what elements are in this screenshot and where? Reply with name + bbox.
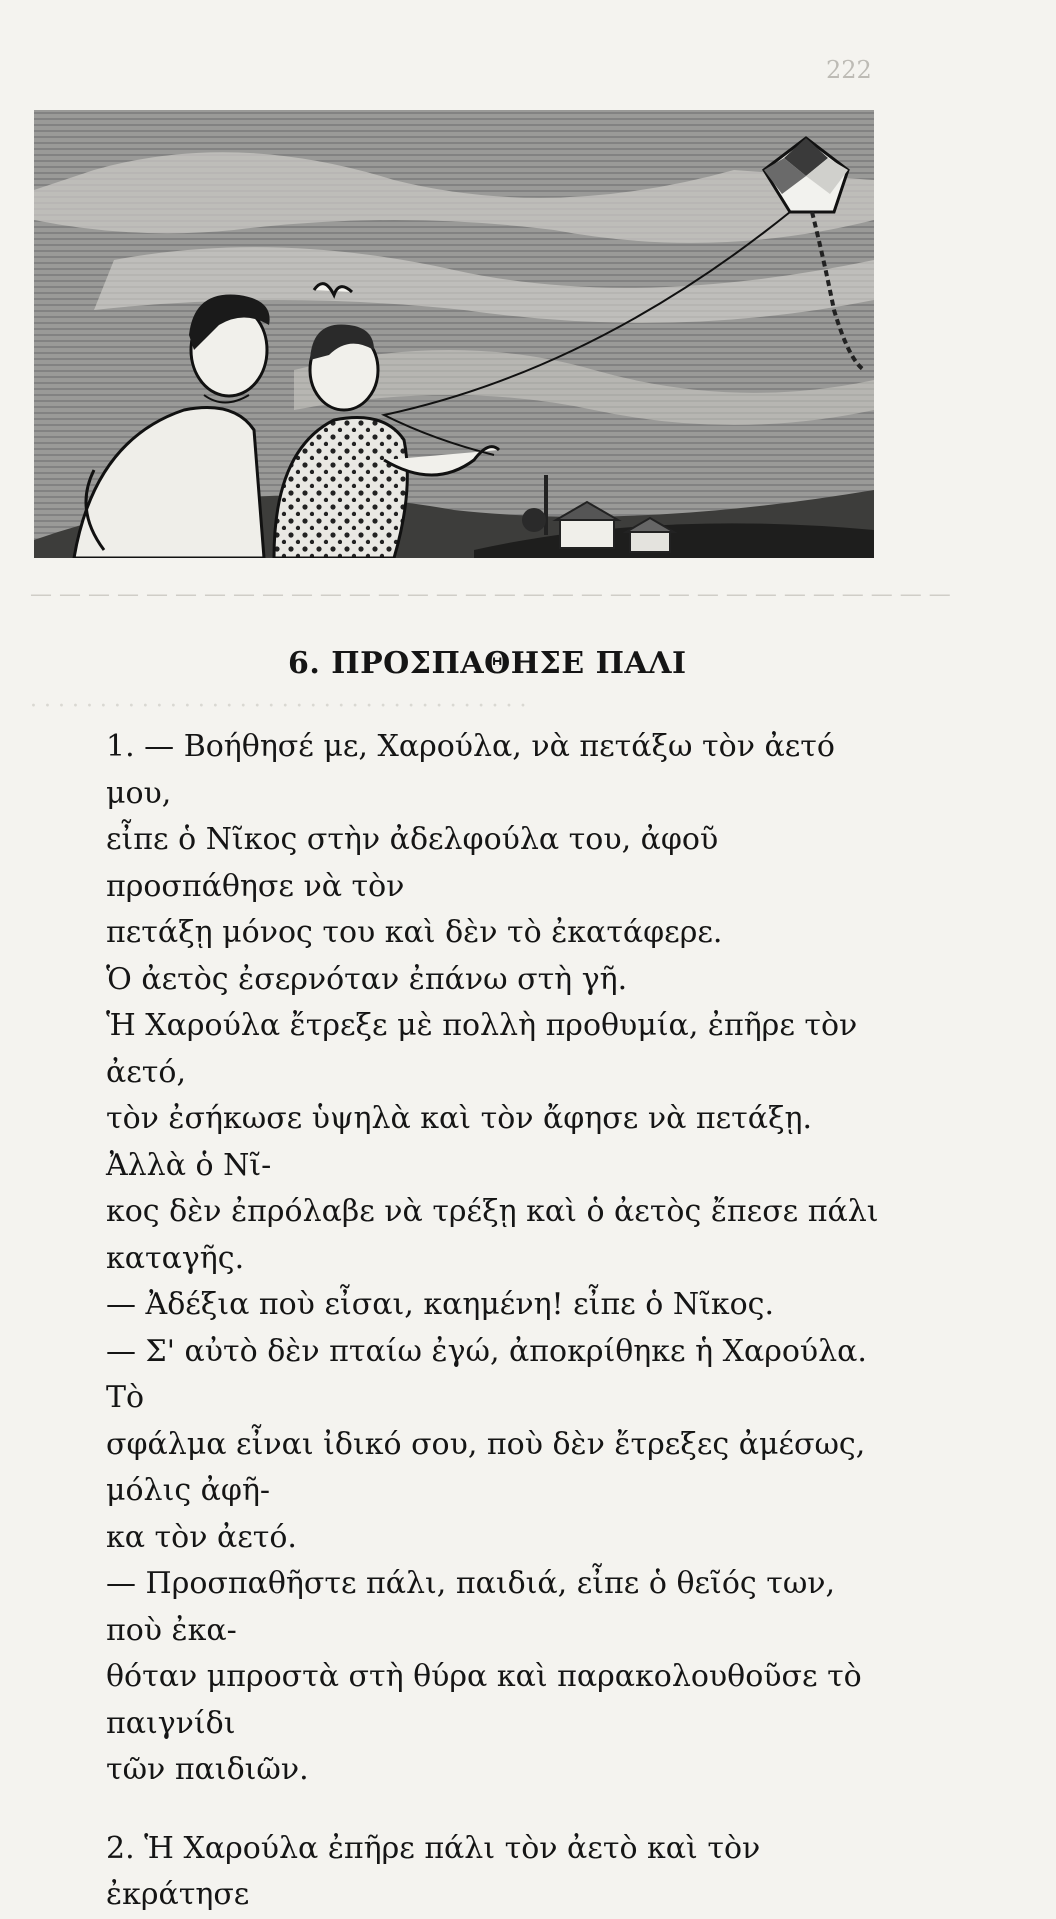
text-line: κα τὸν ἀετό. <box>106 1519 297 1555</box>
text-line: σφάλμα εἶναι ἰδικό σου, ποὺ δὲν ἔτρεξες ἀμέσως, μόλις ἀφῆ- <box>106 1426 866 1508</box>
text-line: πετάξῃ μόνος του καὶ δὲν τὸ ἐκατάφερε. <box>106 915 723 950</box>
text-line: Ἡ Χαρούλα ἔτρεξε μὲ πολλὴ προθυμία, ἐπῆρε τὸν ἀετό, <box>106 1008 858 1090</box>
text-line: — Ἀδέξια ποὺ εἶσαι, καημένη! εἶπε ὁ Νῖκος. <box>106 1287 774 1322</box>
text-line: τῶν παιδιῶν. <box>106 1752 309 1787</box>
text-line: Ὁ ἀετὸς ἐσερνόταν ἐπάνω στὴ γῆ. <box>106 961 628 997</box>
text-line: — Σ' αὐτὸ δὲν πταίω ἐγώ, ἀποκρίθηκε ἡ Χαρούλα. Τὸ <box>106 1333 867 1415</box>
page-number: 222 <box>826 56 872 84</box>
text-line: 1. — Βοήθησέ με, Χαρούλα, νὰ πετάξω τὸν ἀετό μου, <box>106 729 835 811</box>
show-through-text: · · · · · · · · · · · · · · · · · · · · · · · · · · · · · · · · · · · · <box>30 694 527 719</box>
show-through-text: — — — — — — — — — — — — — — — — — — — — — — — — — — — — — — — — <box>30 582 951 607</box>
story-text <box>106 724 886 1919</box>
text-line: εἶπε ὁ Νῖκος στὴν ἀδελφούλα του, ἀφοῦ προσπάθησε νὰ τὸν <box>106 822 719 904</box>
kite-illustration <box>34 110 874 558</box>
text-line: 2. Ἡ Χαρούλα ἐπῆρε πάλι τὸν ἀετὸ καὶ τὸν ἐκράτησε <box>106 1830 761 1912</box>
text-line: — Προσπαθῆστε πάλι, παιδιά, εἶπε ὁ θεῖός των, ποὺ ἐκα- <box>106 1566 836 1648</box>
paragraph-gap <box>106 1794 886 1826</box>
chapter-title: 6. ΠΡΟΣΠΑΘΗΣΕ ΠΑΛΙ <box>288 646 687 681</box>
text-line: κος δὲν ἐπρόλαβε νὰ τρέξῃ καὶ ὁ ἀετὸς ἔπεσε πάλι καταγῆς. <box>106 1194 879 1276</box>
text-line: θόταν μπροστὰ στὴ θύρα καὶ παρακολουθοῦσε τὸ παιγνίδι <box>106 1659 862 1741</box>
text-line: τὸν ἐσήκωσε ὑψηλὰ καὶ τὸν ἄφησε νὰ πετάξῃ. Ἀλλὰ ὁ Νῖ- <box>106 1101 813 1183</box>
